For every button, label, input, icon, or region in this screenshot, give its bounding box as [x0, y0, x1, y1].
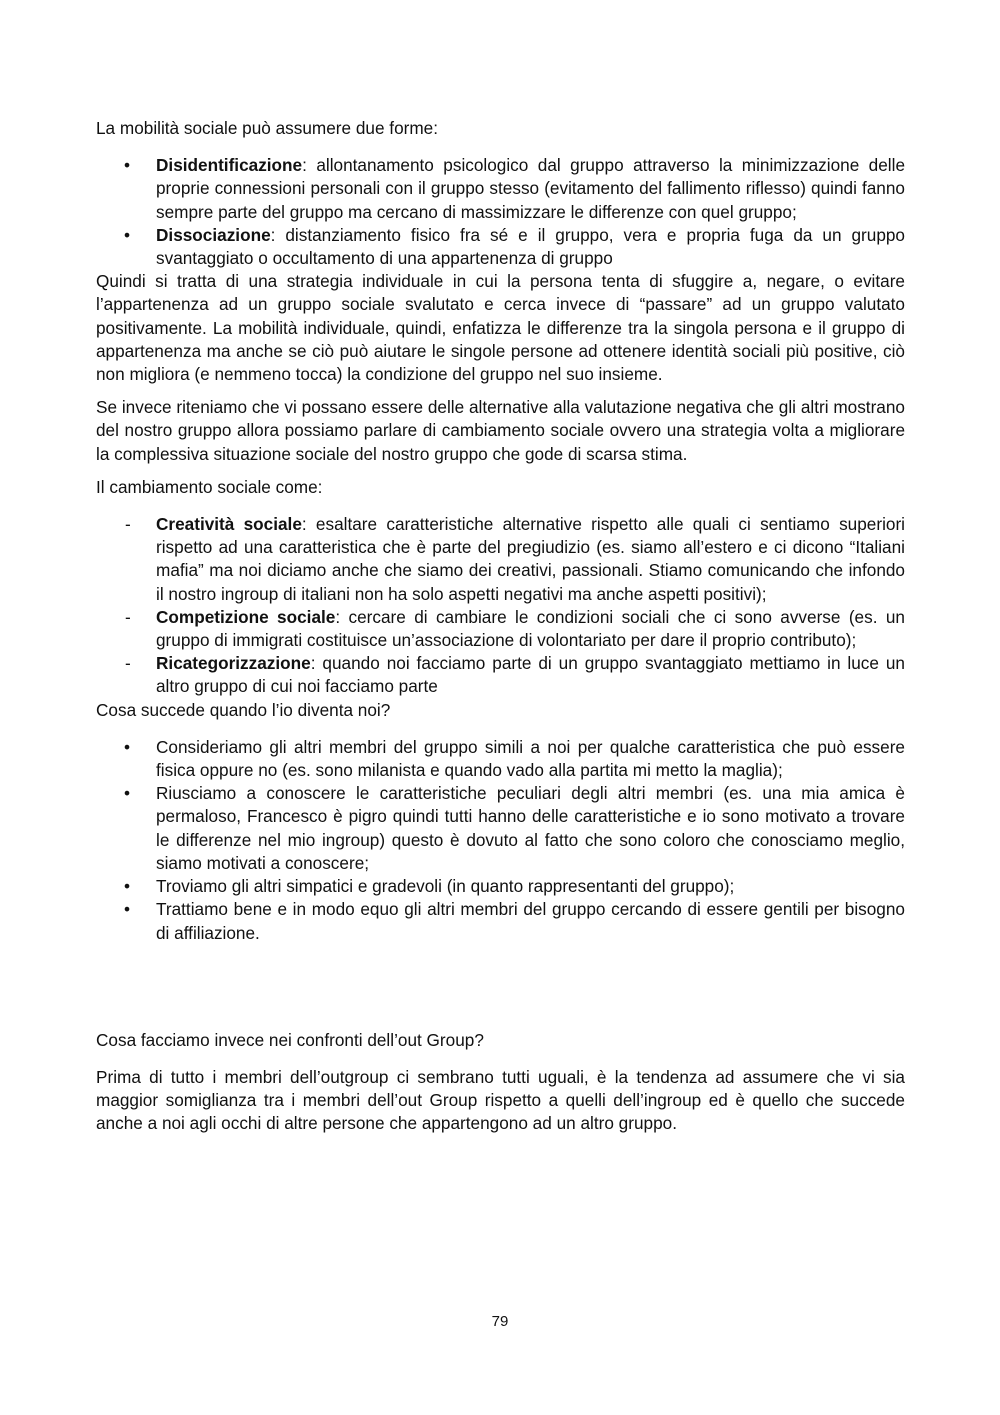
item-text: Consideriamo gli altri membri del gruppo simili a noi per qualche caratteristica che può essere fisica oppure no (es. sono milanista e quando vado alla partita mi metto la maglia); — [156, 736, 905, 781]
term: Ricategorizzazione — [156, 653, 311, 674]
list-item — [96, 736, 905, 782]
item-text: Trattiamo bene e in modo equo gli altri membri del gruppo cercando di essere gentili per bisogno di affiliazione. — [156, 899, 905, 943]
list-item — [96, 875, 905, 898]
list-item — [96, 224, 905, 270]
list-item — [96, 898, 905, 944]
list-item — [96, 782, 905, 875]
definition: : distanziamento fisico fra sé e il gruppo, vera e propria fuga da un gruppo svantaggiato o occultamento di una appartenenza di gruppo — [156, 224, 905, 269]
list-item — [96, 513, 905, 606]
question: Cosa facciamo invece nei confronti dell’out Group? — [96, 1029, 484, 1050]
term: Disidentificazione — [156, 155, 303, 176]
term: Dissociazione — [156, 224, 271, 245]
list-item — [96, 154, 905, 224]
definition: : allontanamento psicologico dal gruppo attraverso la minimizzazione delle proprie connessioni personali con il gruppo stesso (evitamento del fallimento riflesso) quindi fanno sempre parte del gruppo ma cercano di massimizzare le differenze con quel gruppo; — [156, 155, 905, 222]
item-text: Riusciamo a conoscere le caratteristiche peculiari degli altri membri (es. una mia amica è permaloso, Francesco è pigro quindi tutti hanno delle caratteristiche e io sono motivato a trovare le differenze nel mio ingroup) questo è dovuto al fatto che sono coloro che conosciamo meglio, siamo motivati a conoscere; — [156, 783, 905, 873]
blank-space — [96, 945, 905, 1029]
term: Creatività sociale — [156, 514, 302, 535]
paragraph: Quindi si tratta di una strategia individuale in cui la persona tenta di sfuggire a, negare, o evitare l’appartenenza ad un gruppo sociale svalutato e cerca invece di “passare” ad un gruppo valutato positivamente. La mobilità individuale, quindi, enfatizza le differenze tra la singola persona e il gruppo di appartenenza ma anche se ciò può aiutare le singole persone ad ottenere identità sociali più positive, ciò non migliora (e nemmeno tocca) la condizione del gruppo nel suo insieme. — [96, 271, 905, 385]
paragraph: Se invece riteniamo che vi possano essere delle alternative alla valutazione negativa che gli altri mostrano del nostro gruppo allora possiamo parlare di cambiamento sociale ovvero una strategia volta a migliorare la complessiva situazione sociale del nostro gruppo che gode di scarsa stima. — [96, 397, 905, 464]
bullet-marker: • — [124, 876, 131, 897]
bullet-marker: • — [124, 224, 131, 245]
dash-marker: - — [125, 514, 131, 535]
list-item — [96, 652, 905, 698]
we-list — [96, 736, 905, 945]
item-text: Troviamo gli altri simpatici e gradevoli (in quanto rappresentanti del gruppo); — [156, 876, 735, 897]
forms-list — [96, 154, 905, 270]
intro-text: La mobilità sociale può assumere due forme: — [96, 118, 439, 138]
page-number: 79 — [491, 1313, 509, 1330]
paragraph: Prima di tutto i membri dell’outgroup ci sembrano tutti uguali, è la tendenza ad assumere che vi sia maggior somiglianza tra i membri dell’out Group rispetto a quelli dell’ingroup ed è quello che succede anche a noi agli occhi di altre persone che appartengono ad un altro gruppo. — [96, 1066, 905, 1134]
change-list — [96, 513, 905, 699]
definition: : cercare di cambiare le condizioni sociali che ci sono avverse (es. un gruppo di immigrati costituisce un’associazione di volontariato per dare il proprio contributo); — [156, 606, 905, 651]
definition: : quando noi facciamo parte di un gruppo svantaggiato mettiamo in luce un altro gruppo di cui noi facciamo parte — [156, 653, 905, 697]
dash-marker: - — [125, 653, 131, 674]
dash-marker: - — [125, 606, 131, 627]
term: Competizione sociale — [156, 606, 336, 627]
bullet-marker: • — [124, 783, 131, 804]
bullet-marker: • — [124, 155, 131, 176]
list-item — [96, 606, 905, 652]
definition: : esaltare caratteristiche alternative rispetto alle quali ci sentiamo superiori rispetto ad una caratteristica che è parte del pregiudizio (es. siamo all’estero e ci dicono “Italiani mafia” ma noi diciamo anche che siamo dei creativi, passionali. Stiamo comunicando che infondo il nostro ingroup di italiani non ha solo aspetti negativi ma anche aspetti positivi); — [156, 514, 905, 604]
document-page — [96, 117, 905, 1136]
question: Cosa succede quando l’io diventa noi? — [96, 699, 391, 720]
section-intro: Il cambiamento sociale come: — [96, 476, 323, 497]
bullet-marker: • — [124, 899, 131, 920]
bullet-marker: • — [124, 736, 131, 757]
